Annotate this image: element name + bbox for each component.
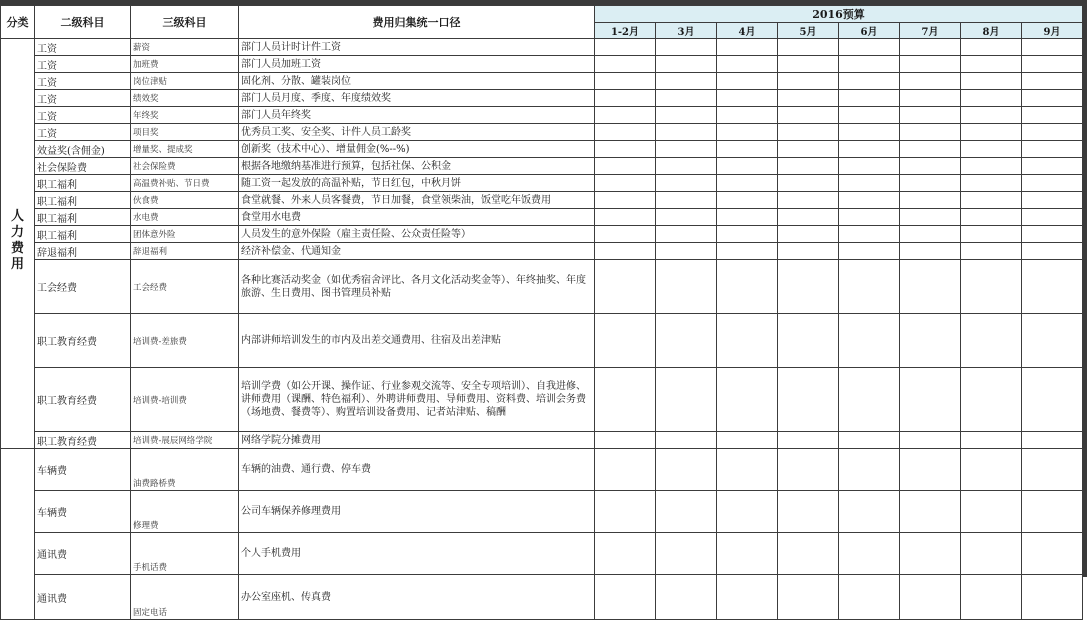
description-cell[interactable]: 固化剂、分散、罐装岗位 (239, 73, 595, 90)
level2-cell[interactable]: 效益奖(含佣金) (35, 141, 131, 158)
budget-cell[interactable] (839, 141, 900, 158)
level3-cell[interactable]: 伙食费 (131, 192, 239, 209)
table-row (1, 491, 1083, 533)
budget-cell[interactable] (839, 314, 900, 368)
budget-cell[interactable] (778, 533, 839, 575)
budget-cell[interactable] (1022, 368, 1083, 432)
budget-cell[interactable] (839, 575, 900, 620)
budget-cell[interactable] (900, 39, 961, 56)
level2-cell[interactable]: 工会经费 (35, 260, 131, 314)
level2-cell[interactable]: 辞退福利 (35, 243, 131, 260)
budget-cell[interactable] (839, 491, 900, 533)
budget-cell[interactable] (778, 124, 839, 141)
budget-cell[interactable] (717, 314, 778, 368)
budget-cell[interactable] (1022, 124, 1083, 141)
table-row (1, 368, 1083, 432)
header-month[interactable]: 4月 (717, 23, 778, 39)
budget-cell[interactable] (656, 124, 717, 141)
budget-cell[interactable] (717, 449, 778, 491)
budget-cell[interactable] (839, 124, 900, 141)
budget-table (0, 5, 1083, 620)
budget-cell[interactable] (778, 141, 839, 158)
table-row (1, 314, 1083, 368)
table-row (1, 575, 1083, 620)
budget-cell[interactable] (656, 575, 717, 620)
budget-cell[interactable] (961, 432, 1022, 449)
budget-cell[interactable] (961, 226, 1022, 243)
header-budget[interactable]: 2016预算 (595, 6, 1083, 23)
budget-cell[interactable] (717, 209, 778, 226)
category-label: 人力费用 (10, 209, 24, 272)
budget-cell[interactable] (1022, 209, 1083, 226)
level2-cell[interactable]: 职工福利 (35, 226, 131, 243)
budget-cell[interactable] (778, 432, 839, 449)
level2-cell[interactable]: 职工教育经费 (35, 432, 131, 449)
budget-cell[interactable] (1022, 260, 1083, 314)
budget-cell[interactable] (1022, 56, 1083, 73)
budget-cell[interactable] (961, 107, 1022, 124)
budget-cell[interactable] (961, 243, 1022, 260)
budget-cell[interactable] (717, 243, 778, 260)
budget-cell[interactable] (900, 56, 961, 73)
level3-cell[interactable]: 岗位津贴 (131, 73, 239, 90)
budget-cell[interactable] (656, 243, 717, 260)
budget-cell[interactable] (717, 432, 778, 449)
budget-cell[interactable] (778, 260, 839, 314)
budget-cell[interactable] (839, 192, 900, 209)
budget-cell[interactable] (1022, 575, 1083, 620)
table-row (1, 260, 1083, 314)
level3-cell[interactable]: 固定电话 (131, 575, 239, 620)
budget-cell[interactable] (717, 39, 778, 56)
header-month[interactable]: 7月 (900, 23, 961, 39)
budget-cell[interactable] (717, 124, 778, 141)
header-month[interactable]: 5月 (778, 23, 839, 39)
description-cell[interactable]: 随工资一起发放的高温补贴，节日红包，中秋月饼 (239, 175, 595, 192)
budget-cell[interactable] (900, 449, 961, 491)
budget-cell[interactable] (900, 73, 961, 90)
level2-cell[interactable]: 职工教育经费 (35, 314, 131, 368)
level3-cell[interactable]: 薪资 (131, 39, 239, 56)
description-cell[interactable]: 部门人员月度、季度、年度绩效奖 (239, 90, 595, 107)
level2-cell[interactable]: 职工福利 (35, 175, 131, 192)
budget-cell[interactable] (1022, 107, 1083, 124)
budget-cell[interactable] (656, 314, 717, 368)
budget-cell[interactable] (1022, 314, 1083, 368)
budget-cell[interactable] (717, 260, 778, 314)
level3-cell[interactable]: 高温费补贴、节日费 (131, 175, 239, 192)
category-cell[interactable] (1, 39, 35, 449)
budget-cell[interactable] (778, 73, 839, 90)
budget-cell[interactable] (1022, 491, 1083, 533)
category-cell[interactable] (1, 449, 35, 620)
budget-cell[interactable] (595, 124, 656, 141)
table-row (1, 90, 1083, 107)
budget-cell[interactable] (1022, 175, 1083, 192)
table-row (1, 73, 1083, 90)
budget-cell[interactable] (656, 158, 717, 175)
level2-cell[interactable]: 通讯费 (35, 533, 131, 575)
budget-cell[interactable] (717, 107, 778, 124)
budget-cell[interactable] (656, 107, 717, 124)
budget-cell[interactable] (900, 260, 961, 314)
budget-cell[interactable] (656, 73, 717, 90)
header-level2[interactable]: 二级科目 (35, 6, 131, 39)
budget-cell[interactable] (1022, 158, 1083, 175)
budget-cell[interactable] (839, 368, 900, 432)
budget-cell[interactable] (656, 368, 717, 432)
header-desc[interactable]: 费用归集统一口径 (239, 6, 595, 39)
budget-cell[interactable] (961, 158, 1022, 175)
description-cell[interactable]: 人员发生的意外保险（雇主责任险、公众责任险等） (239, 226, 595, 243)
level2-cell[interactable]: 工资 (35, 73, 131, 90)
budget-cell[interactable] (961, 141, 1022, 158)
budget-cell[interactable] (839, 73, 900, 90)
table-row (1, 175, 1083, 192)
level3-cell[interactable]: 绩效奖 (131, 90, 239, 107)
budget-cell[interactable] (839, 39, 900, 56)
description-cell[interactable]: 车辆的油费、通行费、停车费 (239, 449, 595, 491)
description-cell[interactable]: 办公室座机、传真费 (239, 575, 595, 620)
table-body (1, 39, 1083, 620)
budget-cell[interactable] (961, 575, 1022, 620)
budget-cell[interactable] (839, 226, 900, 243)
budget-cell[interactable] (595, 158, 656, 175)
table-row (1, 226, 1083, 243)
budget-cell[interactable] (778, 107, 839, 124)
description-cell[interactable]: 优秀员工奖、安全奖、计件人员工龄奖 (239, 124, 595, 141)
budget-cell[interactable] (717, 226, 778, 243)
budget-cell[interactable] (778, 449, 839, 491)
level2-cell[interactable]: 车辆费 (35, 449, 131, 491)
level2-cell[interactable]: 工资 (35, 56, 131, 73)
level2-cell[interactable]: 车辆费 (35, 491, 131, 533)
budget-cell[interactable] (1022, 90, 1083, 107)
budget-cell[interactable] (778, 314, 839, 368)
budget-cell[interactable] (839, 243, 900, 260)
description-cell[interactable]: 部门人员计时计件工资 (239, 39, 595, 56)
level2-cell[interactable]: 工资 (35, 124, 131, 141)
header-month[interactable]: 1-2月 (595, 23, 656, 39)
budget-cell[interactable] (717, 158, 778, 175)
budget-cell[interactable] (595, 260, 656, 314)
budget-cell[interactable] (900, 491, 961, 533)
table-row (1, 192, 1083, 209)
budget-cell[interactable] (900, 158, 961, 175)
level3-cell[interactable]: 水电费 (131, 209, 239, 226)
table-row (1, 449, 1083, 491)
level2-cell[interactable]: 工资 (35, 39, 131, 56)
budget-cell[interactable] (961, 491, 1022, 533)
budget-cell[interactable] (717, 73, 778, 90)
budget-cell[interactable] (595, 39, 656, 56)
budget-cell[interactable] (900, 226, 961, 243)
level2-cell[interactable]: 职工福利 (35, 192, 131, 209)
level2-cell[interactable]: 职工福利 (35, 209, 131, 226)
budget-cell[interactable] (778, 491, 839, 533)
description-cell[interactable]: 部门人员年终奖 (239, 107, 595, 124)
budget-cell[interactable] (900, 90, 961, 107)
level3-cell[interactable]: 年终奖 (131, 107, 239, 124)
level3-cell[interactable]: 修理费 (131, 491, 239, 533)
budget-cell[interactable] (717, 192, 778, 209)
budget-cell[interactable] (839, 158, 900, 175)
budget-cell[interactable] (595, 209, 656, 226)
budget-cell[interactable] (595, 243, 656, 260)
description-cell[interactable]: 各种比赛活动奖金（如优秀宿舍评比、各月文化活动奖金等）、年终抽奖、年度旅游、生日费用、图书管理员补贴 (239, 260, 595, 314)
budget-cell[interactable] (961, 260, 1022, 314)
budget-cell[interactable] (961, 209, 1022, 226)
description-cell[interactable]: 食堂就餐、外来人员客餐费，节日加餐，食堂领柴油，饭堂吃年饭费用 (239, 192, 595, 209)
level3-cell[interactable]: 油费路桥费 (131, 449, 239, 491)
budget-cell[interactable] (778, 175, 839, 192)
budget-cell[interactable] (656, 491, 717, 533)
budget-cell[interactable] (656, 533, 717, 575)
budget-cell[interactable] (778, 56, 839, 73)
level3-cell[interactable]: 培训费-差旅费 (131, 314, 239, 368)
budget-cell[interactable] (778, 39, 839, 56)
budget-cell[interactable] (839, 56, 900, 73)
budget-cell[interactable] (656, 39, 717, 56)
header-level3[interactable]: 三级科目 (131, 6, 239, 39)
budget-cell[interactable] (961, 124, 1022, 141)
level3-cell[interactable]: 加班费 (131, 56, 239, 73)
budget-cell[interactable] (717, 533, 778, 575)
budget-cell[interactable] (900, 107, 961, 124)
budget-cell[interactable] (717, 141, 778, 158)
budget-cell[interactable] (595, 533, 656, 575)
budget-cell[interactable] (1022, 432, 1083, 449)
budget-cell[interactable] (595, 368, 656, 432)
budget-cell[interactable] (595, 226, 656, 243)
budget-cell[interactable] (839, 533, 900, 575)
table-row (1, 39, 1083, 56)
budget-cell[interactable] (717, 491, 778, 533)
budget-cell[interactable] (656, 192, 717, 209)
budget-cell[interactable] (778, 209, 839, 226)
budget-cell[interactable] (961, 73, 1022, 90)
level3-cell[interactable]: 增量奖、提成奖 (131, 141, 239, 158)
budget-cell[interactable] (656, 56, 717, 73)
description-cell[interactable]: 创新奖（技术中心）、增量佣金(%--%) (239, 141, 595, 158)
table-row (1, 533, 1083, 575)
table-row (1, 56, 1083, 73)
budget-cell[interactable] (900, 124, 961, 141)
level2-cell[interactable]: 通讯费 (35, 575, 131, 620)
budget-cell[interactable] (961, 39, 1022, 56)
budget-cell[interactable] (839, 449, 900, 491)
header-month[interactable]: 3月 (656, 23, 717, 39)
budget-cell[interactable] (717, 90, 778, 107)
budget-cell[interactable] (1022, 192, 1083, 209)
level3-cell[interactable]: 培训费-培训费 (131, 368, 239, 432)
budget-cell[interactable] (900, 368, 961, 432)
budget-cell[interactable] (900, 243, 961, 260)
level2-cell[interactable]: 职工教育经费 (35, 368, 131, 432)
header-month[interactable]: 6月 (839, 23, 900, 39)
description-cell[interactable]: 公司车辆保养修理费用 (239, 491, 595, 533)
description-cell[interactable]: 食堂用水电费 (239, 209, 595, 226)
budget-cell[interactable] (839, 432, 900, 449)
level3-cell[interactable]: 团体意外险 (131, 226, 239, 243)
description-cell[interactable]: 根据各地缴纳基准进行预算，包括社保、公积金 (239, 158, 595, 175)
budget-cell[interactable] (1022, 243, 1083, 260)
budget-cell[interactable] (778, 575, 839, 620)
budget-cell[interactable] (656, 260, 717, 314)
budget-cell[interactable] (961, 314, 1022, 368)
budget-cell[interactable] (961, 56, 1022, 73)
table-row (1, 209, 1083, 226)
table-row (1, 432, 1083, 449)
budget-cell[interactable] (900, 175, 961, 192)
budget-cell[interactable] (717, 368, 778, 432)
budget-cell[interactable] (900, 192, 961, 209)
budget-cell[interactable] (595, 491, 656, 533)
description-cell[interactable]: 个人手机费用 (239, 533, 595, 575)
header-month[interactable]: 8月 (961, 23, 1022, 39)
budget-cell[interactable] (1022, 449, 1083, 491)
header-month[interactable]: 9月 (1022, 23, 1083, 39)
description-cell[interactable]: 培训学费（如公开课、操作证、行业参观交流等、安全专项培训）、自我进修、讲师费用（课酬、特色福利）、外聘讲师费用、导师费用、资料费、培训会务费（场地费、餐费等）、购置培训设备费用、记者站津贴、稿酬 (239, 368, 595, 432)
budget-cell[interactable] (900, 141, 961, 158)
budget-cell[interactable] (595, 90, 656, 107)
budget-cell[interactable] (961, 368, 1022, 432)
budget-cell[interactable] (595, 56, 656, 73)
budget-cell[interactable] (1022, 533, 1083, 575)
level3-cell[interactable]: 工会经费 (131, 260, 239, 314)
level2-cell[interactable]: 工资 (35, 107, 131, 124)
budget-cell[interactable] (839, 260, 900, 314)
budget-cell[interactable] (961, 533, 1022, 575)
budget-cell[interactable] (778, 158, 839, 175)
budget-cell[interactable] (595, 175, 656, 192)
budget-cell[interactable] (778, 90, 839, 107)
budget-cell[interactable] (595, 575, 656, 620)
budget-cell[interactable] (900, 575, 961, 620)
budget-cell[interactable] (900, 209, 961, 226)
budget-cell[interactable] (717, 575, 778, 620)
budget-cell[interactable] (900, 432, 961, 449)
budget-cell[interactable] (1022, 226, 1083, 243)
budget-cell[interactable] (1022, 39, 1083, 56)
description-cell[interactable]: 内部讲师培训发生的市内及出差交通费用、往宿及出差津贴 (239, 314, 595, 368)
level2-cell[interactable]: 工资 (35, 90, 131, 107)
budget-cell[interactable] (839, 90, 900, 107)
budget-cell[interactable] (656, 226, 717, 243)
budget-cell[interactable] (656, 90, 717, 107)
level3-cell[interactable]: 培训费-展辰网络学院 (131, 432, 239, 449)
table-row (1, 124, 1083, 141)
level3-cell[interactable]: 辞退福利 (131, 243, 239, 260)
budget-cell[interactable] (656, 141, 717, 158)
budget-cell[interactable] (778, 192, 839, 209)
budget-cell[interactable] (1022, 73, 1083, 90)
budget-cell[interactable] (900, 314, 961, 368)
level3-cell[interactable]: 社会保险费 (131, 158, 239, 175)
budget-cell[interactable] (961, 90, 1022, 107)
right-edge (1082, 0, 1087, 577)
budget-cell[interactable] (839, 175, 900, 192)
budget-cell[interactable] (595, 73, 656, 90)
budget-cell[interactable] (595, 432, 656, 449)
description-cell[interactable]: 经济补偿金、代通知金 (239, 243, 595, 260)
budget-cell[interactable] (900, 533, 961, 575)
budget-cell[interactable] (961, 192, 1022, 209)
table-row (1, 158, 1083, 175)
budget-cell[interactable] (778, 243, 839, 260)
budget-cell[interactable] (656, 175, 717, 192)
table-row (1, 243, 1083, 260)
budget-cell[interactable] (595, 107, 656, 124)
description-cell[interactable]: 网络学院分摊费用 (239, 432, 595, 449)
description-cell[interactable]: 部门人员加班工资 (239, 56, 595, 73)
budget-cell[interactable] (839, 107, 900, 124)
budget-cell[interactable] (717, 175, 778, 192)
budget-cell[interactable] (778, 368, 839, 432)
budget-cell[interactable] (839, 209, 900, 226)
budget-cell[interactable] (1022, 141, 1083, 158)
budget-cell[interactable] (961, 175, 1022, 192)
budget-cell[interactable] (595, 192, 656, 209)
table-row (1, 141, 1083, 158)
budget-cell[interactable] (656, 432, 717, 449)
budget-cell[interactable] (961, 449, 1022, 491)
budget-cell[interactable] (656, 449, 717, 491)
header-category[interactable]: 分类 (1, 6, 35, 39)
level3-cell[interactable]: 项目奖 (131, 124, 239, 141)
table-row (1, 107, 1083, 124)
budget-cell[interactable] (595, 314, 656, 368)
budget-cell[interactable] (778, 226, 839, 243)
budget-cell[interactable] (595, 449, 656, 491)
budget-cell[interactable] (656, 209, 717, 226)
budget-cell[interactable] (595, 141, 656, 158)
level2-cell[interactable]: 社会保险费 (35, 158, 131, 175)
level3-cell[interactable]: 手机话费 (131, 533, 239, 575)
budget-cell[interactable] (717, 56, 778, 73)
